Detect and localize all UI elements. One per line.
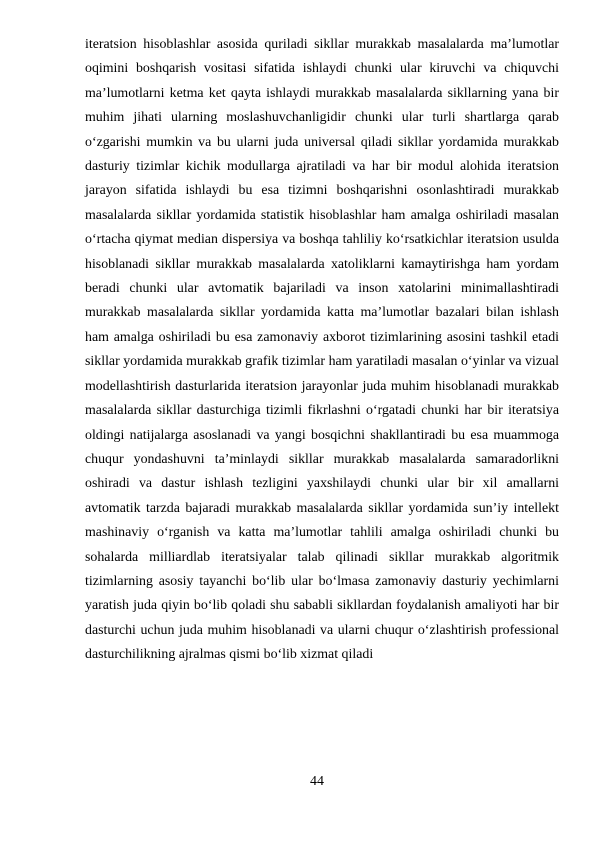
page-number: 44: [310, 774, 324, 789]
body-paragraph: iteratsion hisoblashlar asosida quriladi sikllar murakkab masalalarda ma’lumotlar oqimini boshqarish vositasi sifatida ishlaydi chunki ular kiruvchi va chiquvchi ma’lumotlarni ketma ket qayta ishlaydi murakkab masalalarda sikllarning yana bir muhim jihati ularning moslashuvchanligidir chunki ular turli shartlarga qarab o‘zgarishi mumkin va bu ularni juda universal qiladi sikllar yordamida murakkab dasturiy tizimlar kichik modullarga ajratiladi va har bir modul alohida iteratsion jarayon sifatida ishlaydi bu esa tizimni boshqarishni osonlashtiradi murakkab masalalarda sikllar yordamida statistik hisoblashlar ham amalga oshiriladi masalan o‘rtacha qiymat median dispersiya va boshqa tahliliy ko‘rsatkichlar iteratsion usulda hisoblanadi sikllar murakkab masalalarda xatoliklarni kamaytirishga ham yordam beradi chunki ular avtomatik bajariladi va inson xatolarini minimallashtiradi murakkab masalalarda sikllar yordamida katta ma’lumotlar bazalari bilan ishlash ham amalga oshiriladi bu esa zamonaviy axborot tizimlarining asosini tashkil etadi sikllar yordamida murakkab grafik tizimlar ham yaratiladi masalan o‘yinlar va vizual modellashtirish dasturlarida iteratsion jarayonlar juda muhim hisoblanadi murakkab masalalarda sikllar dasturchiga tizimli fikrlashni o‘rgatadi chunki har bir iteratsiya oldingi natijalarga asoslanadi va yangi bosqichni shakllantiradi bu esa muammoga chuqur yondashuvni ta’minlaydi sikllar murakkab masalalarda samaradorlikni oshiradi va dastur ishlash tezligini yaxshilaydi chunki ular bir xil amallarni avtomatik tarzda bajaradi murakkab masalalarda sikllar yordamida sun’iy intellekt mashinaviy o‘rganish va katta ma’lumotlar tahlili amalga oshiriladi chunki bu sohalarda milliardlab iteratsiyalar talab qilinadi sikllar murakkab algoritmik tizimlarning asosiy tayanchi bo‘lib ular bo‘lmasa zamonaviy dasturiy yechimlarni yaratish juda qiyin bo‘lib qoladi shu sababli sikllardan foydalanish amaliyoti har bir dasturchi uchun juda muhim hisoblanadi va ularni chuqur o‘zlashtirish professional dasturchilikning ajralmas qismi bo‘lib xizmat qiladi: [85, 37, 559, 663]
